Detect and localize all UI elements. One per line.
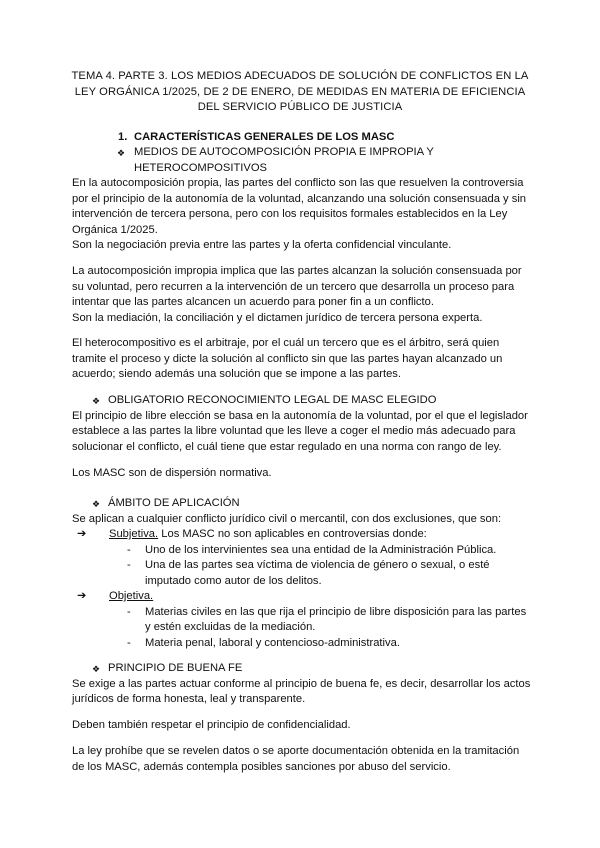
paragraph-line: En la autocomposición propia, las partes del conflicto son las que resuelven la controversia bbox=[72, 177, 524, 189]
paragraph-line: intentar que las partes alcancen un acuerdo para poner fin a un conflicto. bbox=[72, 296, 434, 308]
list-text: Los MASC no son aplicables en controversias donde: bbox=[158, 528, 427, 540]
title-line: DEL SERVICIO PÚBLICO DE JUSTICIA bbox=[197, 101, 403, 113]
diamond-bullet-icon: ❖ bbox=[92, 499, 101, 509]
paragraph-line: por el principio de la autonomía de la voluntad, alcanzando una solución consensuada y sin bbox=[72, 192, 527, 205]
arrow-bullet-icon: ➔ bbox=[77, 528, 87, 540]
paragraph-line: intervención de tercera persona, pero con los requisitos formales establecidos en la Ley bbox=[72, 208, 508, 220]
arrow-bullet-icon: ➔ bbox=[77, 590, 87, 602]
dash-bullet: - bbox=[127, 559, 131, 571]
subheading: ÁMBITO DE APLICACIÓN bbox=[108, 497, 240, 509]
paragraph-line: La ley prohíbe que se revelen datos o se aporte documentación obtenida en la tramitación bbox=[72, 745, 520, 757]
paragraph-line: Se aplican a cualquier conflicto jurídico civil o mercantil, con dos exclusiones, que son: bbox=[72, 512, 502, 525]
list-item: Uno de los intervinientes sea una entidad de la Administración Pública. bbox=[145, 543, 497, 556]
list-item: Materia penal, laboral y contencioso-administrativa. bbox=[145, 636, 400, 649]
paragraph-line: jurídicos de forma honesta, leal y transparente. bbox=[72, 693, 306, 705]
paragraph-line: Deben también respetar el principio de confidencialidad. bbox=[72, 719, 351, 731]
list-item: y estén excluidas de la mediación. bbox=[145, 621, 316, 633]
underlined-label: Subjetiva. bbox=[109, 528, 159, 540]
paragraph-line: establece a las partes la libre voluntad que les lleve a coger el medio más adecuado para bbox=[72, 425, 516, 437]
diamond-bullet-icon: ❖ bbox=[117, 148, 126, 158]
paragraph-line: de los MASC, además contempla posibles sanciones por abuso del servicio. bbox=[72, 760, 451, 773]
list-item: Una de las partes sea víctima de violencia de género o sexual, o esté bbox=[145, 559, 490, 571]
section-heading: CARACTERÍSTICAS GENERALES DE LOS MASC bbox=[134, 131, 395, 143]
paragraph-line: su voluntad, pero recurren a la intervención de un tercero que desarrolla un proceso para bbox=[72, 280, 515, 293]
subheading: MEDIOS DE AUTOCOMPOSICIÓN PROPIA E IMPROPIA Y bbox=[134, 146, 434, 158]
dash-bullet: - bbox=[127, 543, 131, 556]
dash-bullet: - bbox=[127, 636, 131, 649]
paragraph-line: Orgánica 1/2025. bbox=[72, 223, 158, 236]
list-item-subjetiva bbox=[109, 527, 427, 543]
list-item: imputado como autor de los delitos. bbox=[145, 574, 322, 587]
paragraph-line: Se exige a las partes actuar conforme al principio de buena fe, es decir, desarrollar los actos bbox=[72, 677, 531, 690]
paragraph-line: El principio de libre elección se basa en la autonomía de la voluntad, por el que el legislador bbox=[72, 409, 528, 422]
subheading: OBLIGATORIO RECONOCIMIENTO LEGAL DE MASC ELEGIDO bbox=[108, 394, 437, 406]
subheading: PRINCIPIO DE BUENA FE bbox=[108, 662, 243, 674]
paragraph-line: El heterocompositivo es el arbitraje, por el cuál un tercero que es el árbitro, será quien bbox=[72, 337, 500, 349]
title-line: TEMA 4. PARTE 3. LOS MEDIOS ADECUADOS DE SOLUCIÓN DE CONFLICTOS EN LA bbox=[71, 70, 529, 82]
document-title bbox=[60, 69, 540, 116]
diamond-bullet-icon: ❖ bbox=[92, 664, 101, 674]
underlined-label: Objetiva. bbox=[109, 590, 154, 602]
paragraph-line: La autocomposición impropia implica que las partes alcanzan la solución consensuada por bbox=[72, 265, 522, 277]
paragraph-line: tramite el proceso y dicte la solución al conflicto sin que las partes hayan alcanzado un bbox=[72, 352, 503, 365]
paragraph-line: Los MASC son de dispersión normativa. bbox=[72, 467, 272, 479]
paragraph-line: Son la negociación previa entre las partes y la oferta confidencial vinculante. bbox=[72, 239, 452, 251]
dash-bullet: - bbox=[127, 605, 131, 618]
paragraph-line: solucionar el conflicto, el cuál tiene que estar regulado en una norma con rango de ley. bbox=[72, 440, 502, 453]
paragraph-line: acuerdo; siendo además una solución que se impone a las partes. bbox=[72, 368, 401, 380]
section-number: 1. bbox=[118, 131, 128, 143]
subheading: HETEROCOMPOSITIVOS bbox=[134, 161, 268, 174]
title-line: LEY ORGÁNICA 1/2025, DE 2 DE ENERO, DE MEDIDAS EN MATERIA DE EFICIENCIA bbox=[74, 85, 526, 98]
diamond-bullet-icon: ❖ bbox=[92, 396, 101, 406]
list-item: Materias civiles en las que rija el principio de libre disposición para las partes bbox=[145, 605, 527, 618]
paragraph-line: Son la mediación, la conciliación y el dictamen jurídico de tercera persona experta. bbox=[72, 311, 483, 324]
